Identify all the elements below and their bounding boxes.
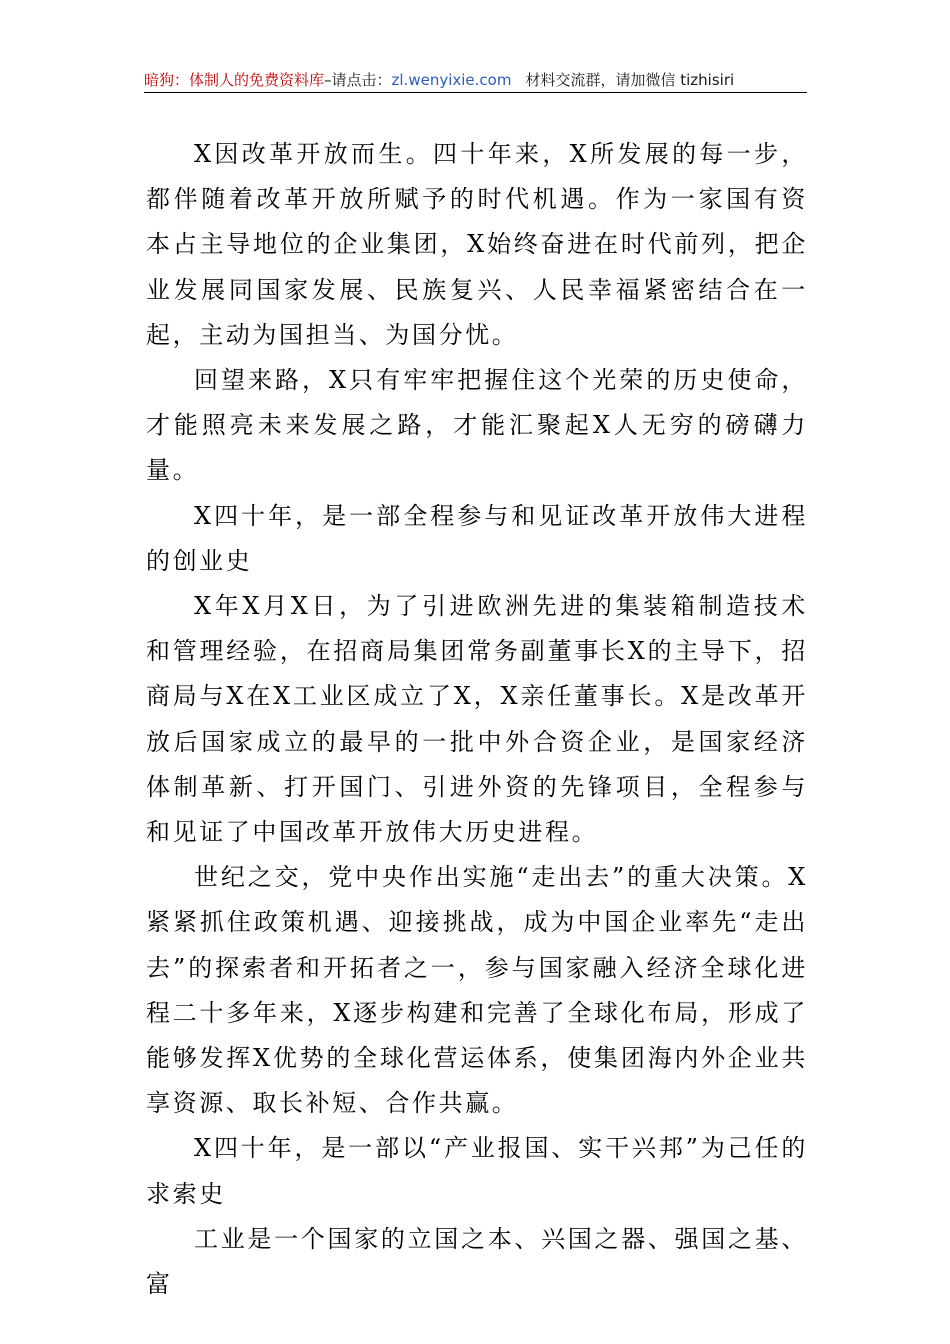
section-heading-entrepreneurship: X四十年，是一部全程参与和见证改革开放伟大进程的创业史 — [146, 501, 808, 575]
paragraph-intro: X因改革开放而生。四十年来，X所发展的每一步，都伴随着改革开放所赋予的时代机遇。作为一家国有资本占主导地位的企业集团，X始终奋进在时代前列，把企业发展同国家发展、民族复兴、人民幸福紧密结合在一起，主动为国担当、为国分忧。 — [146, 140, 808, 349]
paragraph-going-global: 世纪之交，党中央作出实施“走出去”的重大决策。X紧紧抓住政策机遇、迎接挑战，成为中国企业率先“走出去”的探索者和开拓者之一，参与国家融入经济全球化进程二十多年来，X逐步构建和完善了全球化布局，形成了能够发挥X优势的全球化营运体系，使集团海内外企业共享资源、取长补短、合作共赢。 — [146, 863, 808, 1118]
page-header — [144, 68, 807, 93]
paragraph-founding: X年X月X日，为了引进欧洲先进的集装箱制造技术和管理经验，在招商局集团常务副董事长X的主导下，招商局与X在X工业区成立了X，X亲任董事长。X是改革开放后国家成立的最早的一批中外合资企业，是国家经济体制革新、打开国门、引进外资的先锋项目，全程参与和见证了中国改革开放伟大历史进程。 — [146, 592, 808, 847]
header-brand: 暗狗：体制人的免费资料库 — [144, 71, 325, 89]
document-body — [146, 132, 808, 1307]
paragraph-industry: 工业是一个国家的立国之本、兴国之器、强国之基、富 — [146, 1224, 808, 1299]
header-prompt: –请点击： — [324, 71, 392, 89]
header-link[interactable]: zl.wenyixie.com — [391, 71, 512, 89]
header-group-info: 材料交流群，请加微信 tizhisiri — [525, 71, 735, 89]
paragraph-mission: 回望来路，X只有牢牢把握住这个光荣的历史使命，才能照亮未来发展之路，才能汇聚起X人无穷的磅礴力量。 — [146, 366, 808, 485]
section-heading-industry: X四十年，是一部以“产业报国、实干兴邦”为己任的求索史 — [146, 1134, 808, 1208]
